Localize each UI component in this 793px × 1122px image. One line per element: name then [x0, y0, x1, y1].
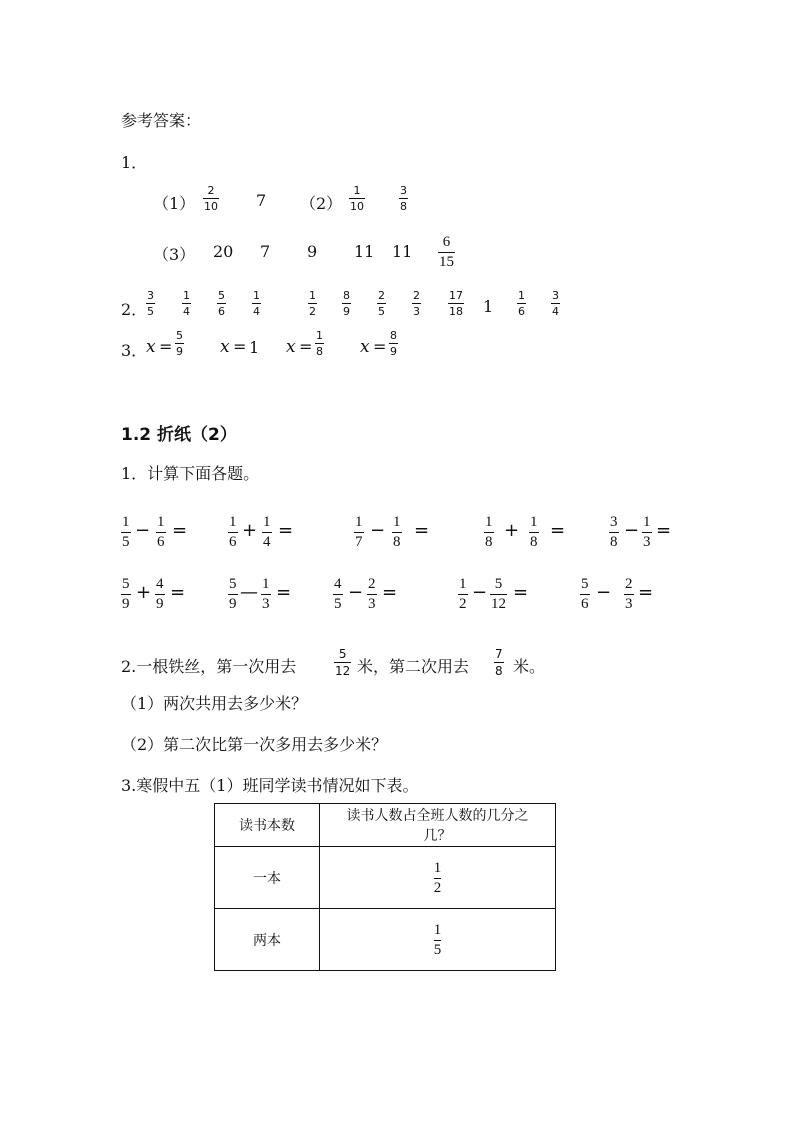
exercise-operator: −: [472, 582, 488, 603]
table-header-cell: [320, 804, 556, 847]
answer-2-fraction: $\frac{1}{6}$: [518, 289, 525, 318]
answers-title: 参考答案：: [121, 111, 202, 130]
exercise-fraction: $\frac{4}{5}$: [334, 576, 342, 612]
answer-1-part2-label: （2）: [300, 194, 343, 213]
exercise-operator: +: [242, 520, 258, 541]
exercise-fraction: $\frac{1}{3}$: [643, 514, 651, 550]
answer-2-fraction: $\frac{1}{4}$: [183, 289, 190, 318]
answer-3-variable: x: [146, 337, 156, 357]
question-2-sub-1: （1）两次共用去多少米？: [121, 694, 308, 713]
exercise-equals: =: [656, 520, 672, 541]
answer-2-fraction: $\frac{1}{2}$: [309, 289, 316, 318]
answer-1-part3-value: 11: [392, 242, 413, 261]
answer-2-fraction: $\frac{3}{5}$: [147, 289, 154, 318]
exercise-fraction: $\frac{1}{3}$: [262, 576, 270, 612]
answer-2-fraction: $\frac{1}{4}$: [253, 289, 260, 318]
answer-3-variable: x: [360, 337, 370, 357]
exercise-equals: =: [172, 520, 188, 541]
answer-2-fraction: $\frac{2}{5}$: [378, 289, 385, 318]
answer-3-equals: =: [233, 337, 247, 356]
exercise-equals: =: [638, 582, 654, 603]
reading-table: [214, 803, 556, 971]
table-header-line: 几？: [423, 828, 452, 844]
answer-1-part1-fraction: $\frac{2}{10}$: [204, 184, 218, 213]
question-2-text: 2.一根铁丝，第一次用去: [121, 657, 297, 676]
answer-1-part3-value: 11: [354, 242, 375, 261]
exercise-operator: +: [136, 582, 152, 603]
exercise-fraction: $\frac{1}{2}$: [459, 576, 467, 612]
question-3-text: 3.寒假中五（1）班同学读书情况如下表。: [121, 776, 419, 795]
answer-3-equals: =: [373, 337, 387, 356]
table-header-row: [215, 804, 556, 847]
answer-3-fraction: $\frac{5}{9}$: [176, 329, 183, 358]
exercise-equals: =: [550, 520, 566, 541]
answer-2-fraction: $\frac{8}{9}$: [343, 289, 350, 318]
answer-2-fraction: $\frac{2}{3}$: [413, 289, 420, 318]
exercise-operator: —: [240, 582, 258, 603]
exercise-operator: −: [348, 582, 364, 603]
exercise-equals: =: [513, 582, 529, 603]
answer-3-equals: =: [159, 337, 173, 356]
answer-3-fraction: $\frac{8}{9}$: [390, 329, 397, 358]
exercise-operator: +: [504, 520, 520, 541]
exercise-fraction: $\frac{1}{6}$: [157, 514, 165, 550]
answer-1-part3-fraction: $\frac{6}{15}$: [439, 234, 454, 270]
answer-3-value: 1: [249, 338, 260, 357]
question-2-fraction: $\frac{5}{12}$: [335, 647, 351, 678]
exercise-fraction: $\frac{5}{9}$: [122, 576, 130, 612]
exercise-equals: =: [276, 582, 292, 603]
question-2-sub-2: （2）第二次比第一次多用去多少米？: [121, 735, 388, 754]
exercise-fraction: $\frac{1}{6}$: [229, 514, 237, 550]
answer-2-value: 1: [483, 297, 494, 316]
question-1-text: 1．计算下面各题。: [121, 464, 260, 483]
exercise-operator: −: [624, 520, 640, 541]
exercise-equals: =: [414, 520, 430, 541]
answer-1-part3-value: 20: [213, 242, 234, 261]
exercise-fraction: $\frac{1}{8}$: [530, 514, 538, 550]
answer-2-fraction: $\frac{17}{18}$: [449, 289, 463, 318]
answer-1-part3-value: 7: [260, 242, 271, 261]
exercise-fraction: $\frac{2}{3}$: [625, 576, 633, 612]
answer-1-part1-label: （1）: [153, 194, 196, 213]
table-cell-label: 一本: [215, 847, 320, 909]
answer-1-part3-value: 9: [307, 242, 318, 261]
answer-2-label: 2．: [121, 300, 148, 319]
exercise-fraction: $\frac{5}{9}$: [229, 576, 237, 612]
answer-3-variable: x: [286, 337, 296, 357]
answer-3-variable: x: [220, 337, 230, 357]
answer-3-fraction: $\frac{1}{8}$: [316, 329, 323, 358]
question-2-text: 米，第二次用去: [357, 657, 470, 676]
exercise-equals: =: [170, 582, 186, 603]
exercise-fraction: $\frac{3}{8}$: [610, 514, 618, 550]
exercise-fraction: $\frac{1}{7}$: [355, 514, 363, 550]
answer-3-equals: =: [299, 337, 313, 356]
answer-1-part1-value: 7: [256, 191, 267, 210]
answer-2-fraction: $\frac{3}{4}$: [552, 289, 559, 318]
answer-3-label: 3．: [121, 341, 148, 360]
exercise-equals: =: [278, 520, 294, 541]
answer-1-label: 1．: [121, 153, 148, 172]
exercise-fraction: $\frac{5}{12}$: [491, 576, 506, 612]
exercise-fraction: $\frac{2}{3}$: [368, 576, 376, 612]
table-cell-fraction: $\frac{1}{5}$: [320, 909, 556, 971]
answer-2-fraction: $\frac{5}{6}$: [218, 289, 225, 318]
exercise-fraction: $\frac{1}{8}$: [485, 514, 493, 550]
question-2-fraction: $\frac{7}{8}$: [495, 647, 503, 678]
section-heading: 1.2 折纸（2）: [121, 425, 237, 445]
exercise-operator: −: [596, 582, 612, 603]
exercise-fraction: $\frac{5}{6}$: [581, 576, 589, 612]
answer-1-part3-label: （3）: [153, 245, 196, 264]
table-cell-label: 两本: [215, 909, 320, 971]
table-header-line: 读书人数占全班人数的几分之: [346, 808, 529, 824]
exercise-operator: −: [370, 520, 386, 541]
exercise-fraction: $\frac{1}{5}$: [122, 514, 130, 550]
table-header-cell: 读书本数: [215, 804, 320, 847]
exercise-fraction: $\frac{1}{8}$: [393, 514, 401, 550]
answer-1-part2-fraction-b: $\frac{3}{8}$: [400, 184, 407, 213]
exercise-fraction: $\frac{1}{4}$: [263, 514, 271, 550]
answer-1-part2-fraction-a: $\frac{1}{10}$: [350, 184, 364, 213]
exercise-equals: =: [382, 582, 398, 603]
table-row: [215, 909, 556, 971]
exercise-operator: −: [135, 520, 151, 541]
table-row: [215, 847, 556, 909]
table-cell-fraction: $\frac{1}{2}$: [320, 847, 556, 909]
question-2-text: 米。: [513, 657, 546, 676]
exercise-fraction: $\frac{4}{9}$: [156, 576, 164, 612]
